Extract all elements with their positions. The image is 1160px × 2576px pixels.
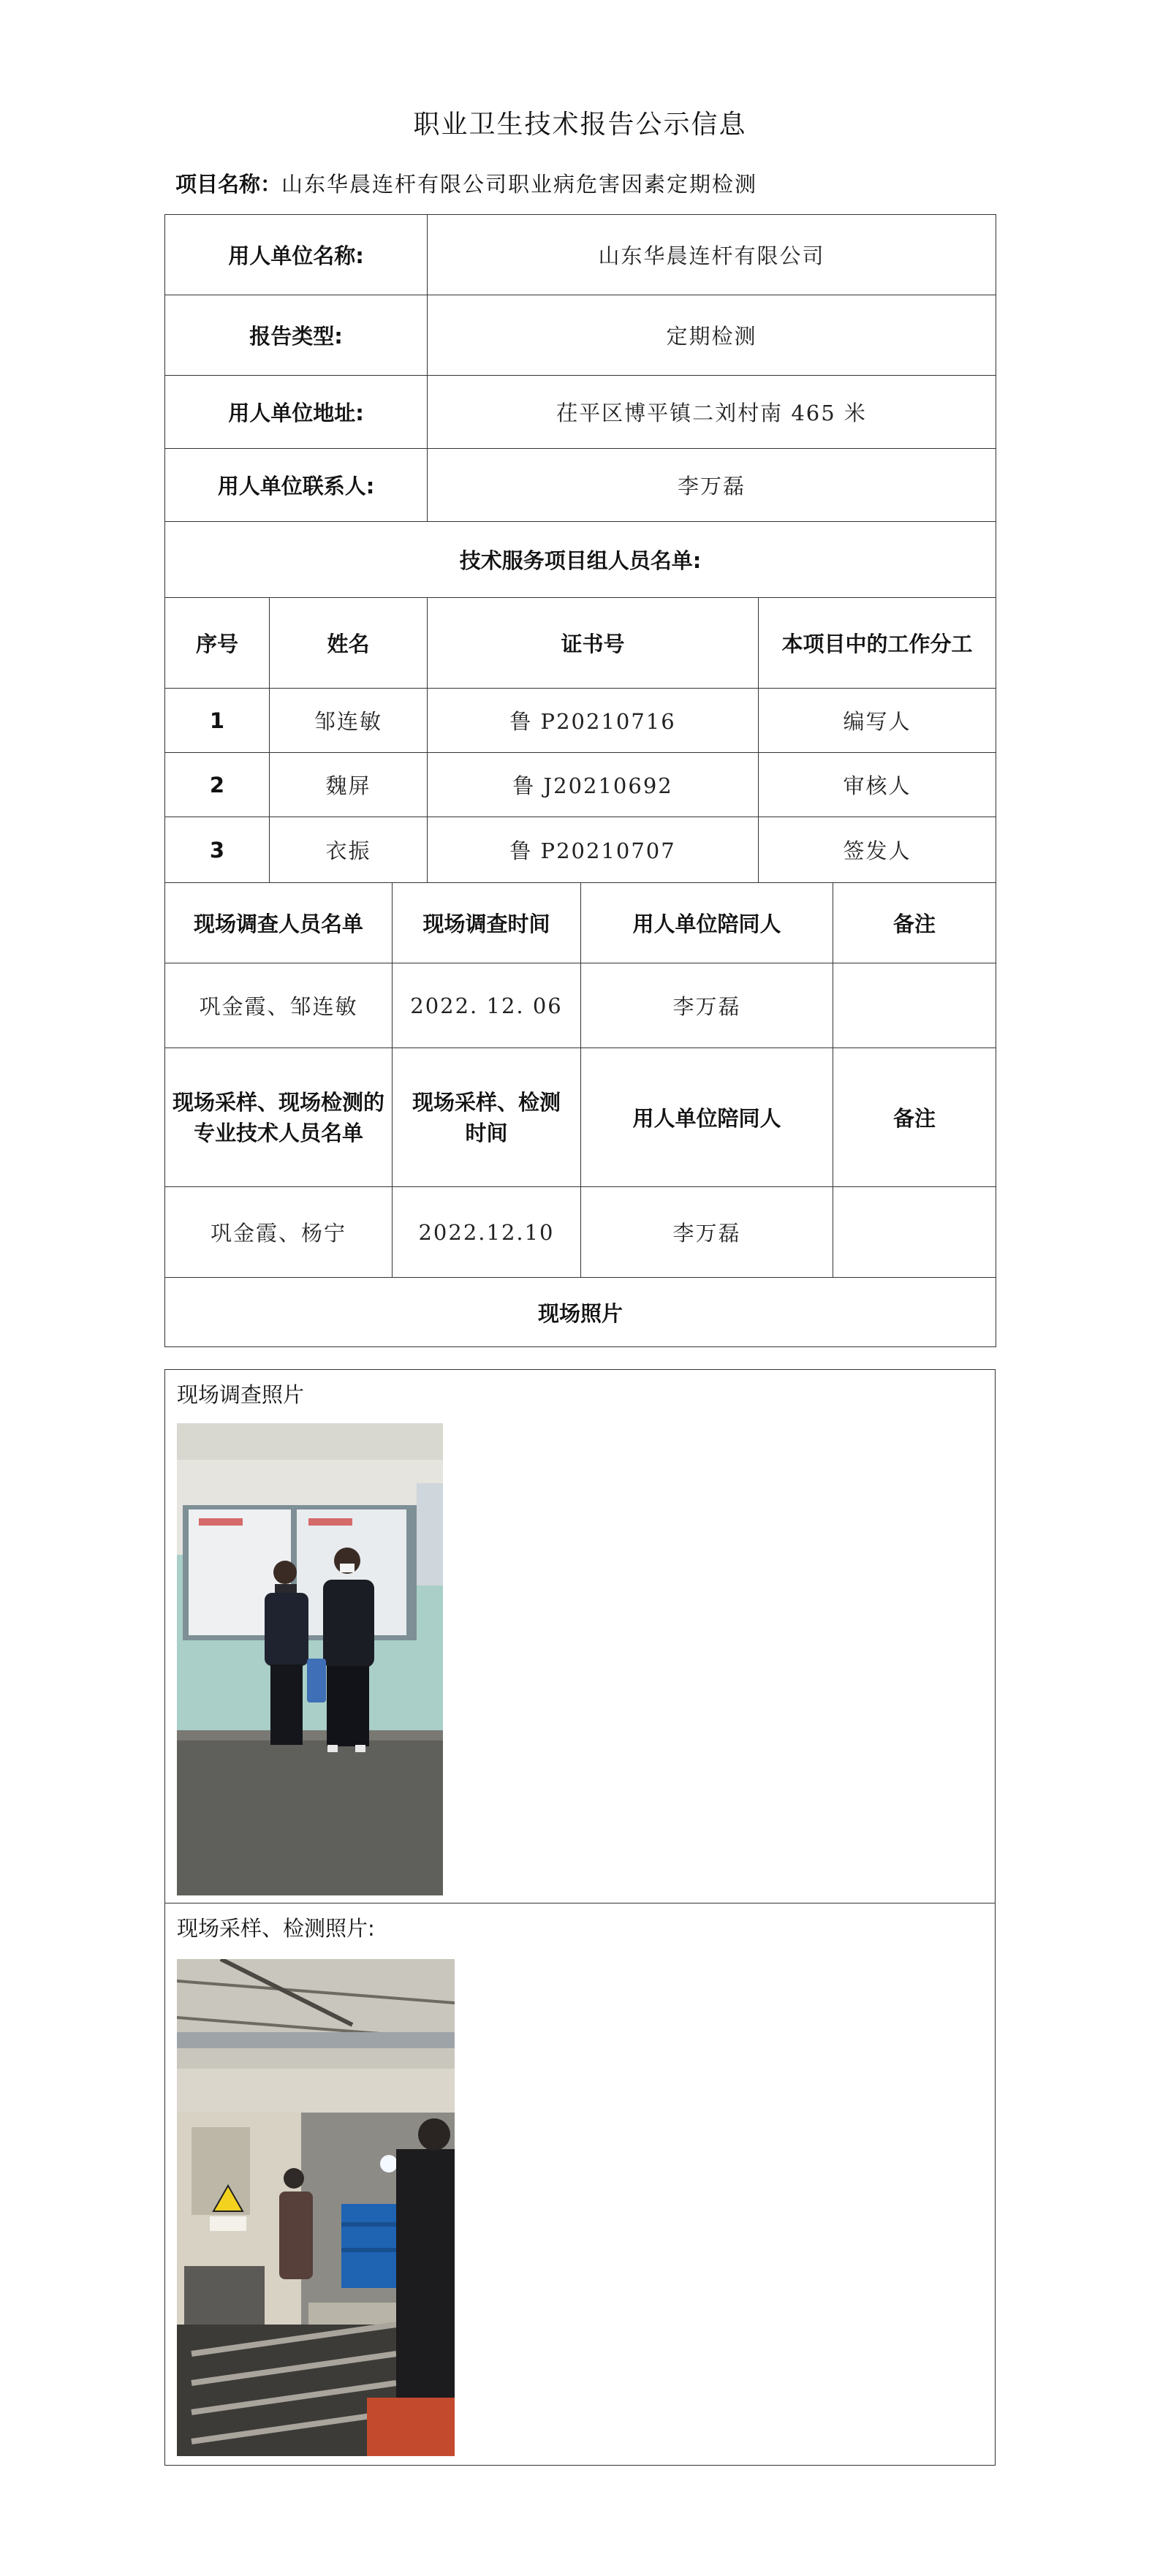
project-line [175,168,757,198]
survey-escort: 李万磊 [581,963,833,1048]
sampling-photo-section [165,1903,995,2465]
survey-header-note: 备注 [833,883,996,963]
sampling-header-time: 现场采样、检测时间 [393,1048,581,1187]
survey-photo-section [165,1370,995,1903]
survey-photo-label: 现场调查照片 [177,1382,305,1407]
project-name: 山东华晨连杆有限公司职业病危害因素定期检测 [281,172,758,197]
survey-date: 2022. 12. 06 [393,963,581,1048]
team-title: 技术服务项目组人员名单: [165,522,996,598]
table-row [165,1187,996,1278]
project-label: 项目名称： [175,172,282,197]
sampling-header-people: 现场采样、现场检测的专业技术人员名单 [165,1048,393,1187]
team-header-role: 本项目中的工作分工 [759,598,996,689]
survey-table [164,882,996,1347]
survey-note [833,963,996,1048]
table-row [165,817,996,883]
page-title: 职业卫生技术报告公示信息 [413,110,747,140]
sampling-people: 巩金霞、杨宁 [165,1187,393,1278]
address-value: 茌平区博平镇二刘村南 465 米 [428,376,996,449]
sampling-escort: 李万磊 [581,1187,833,1278]
sampling-note [833,1187,996,1278]
survey-photo [177,1423,443,1895]
team-row-name: 衣振 [270,817,428,883]
team-header-name: 姓名 [270,598,428,689]
photos-header: 现场照片 [165,1278,996,1347]
employer-name-value: 山东华晨连杆有限公司 [428,215,996,295]
team-row-cert: 鲁 P20210707 [428,817,759,883]
contact-label: 用人单位联系人: [165,449,428,522]
survey-header-time: 现场调查时间 [393,883,581,963]
report-type-value: 定期检测 [428,295,996,376]
employer-name-label: 用人单位名称: [165,215,428,295]
team-row-no: 1 [165,689,270,753]
info-table [164,214,996,883]
survey-header-escort: 用人单位陪同人 [581,883,833,963]
address-label: 用人单位地址: [165,376,428,449]
team-row-role: 编写人 [759,689,996,753]
team-row-role: 审核人 [759,753,996,817]
sampling-photo [177,1959,455,2456]
sampling-header-note: 备注 [833,1048,996,1187]
team-row-cert: 鲁 J20210692 [428,753,759,817]
table-row [165,963,996,1048]
report-type-label: 报告类型: [165,295,428,376]
team-header-no: 序号 [165,598,270,689]
sampling-header-escort: 用人单位陪同人 [581,1048,833,1187]
survey-people: 巩金霞、邹连敏 [165,963,393,1048]
team-row-no: 2 [165,753,270,817]
team-row-role: 签发人 [759,817,996,883]
contact-value: 李万磊 [428,449,996,522]
team-row-name: 魏屏 [270,753,428,817]
team-row-name: 邹连敏 [270,689,428,753]
team-header-cert: 证书号 [428,598,759,689]
table-row [165,753,996,817]
team-row-cert: 鲁 P20210716 [428,689,759,753]
survey-header-people: 现场调查人员名单 [165,883,393,963]
sampling-photo-label: 现场采样、检测照片: [177,1916,375,1941]
photos-box [164,1369,996,2466]
team-row-no: 3 [165,817,270,883]
table-row [165,689,996,753]
sampling-date: 2022.12.10 [393,1187,581,1278]
